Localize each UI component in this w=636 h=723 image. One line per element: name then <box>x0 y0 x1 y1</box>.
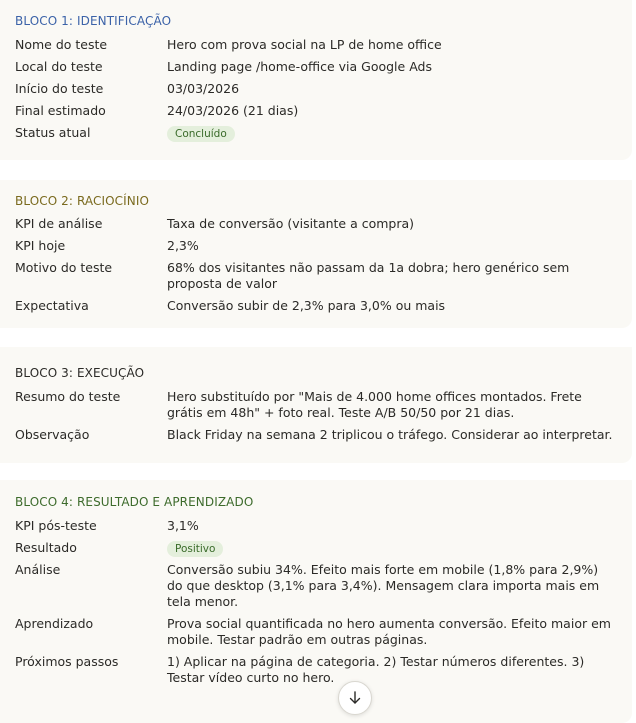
row-value <box>167 125 617 142</box>
block-execution <box>0 347 632 463</box>
row-label: Observação <box>15 427 90 442</box>
row-label: KPI de análise <box>15 216 103 231</box>
row-value: Prova social quantificada no hero aumenta conversão. Efeito maior em mobile. Testar padrão em outras páginas. <box>167 616 611 647</box>
status-badge: Concluído <box>167 126 235 142</box>
row-label: KPI hoje <box>15 238 66 253</box>
block-result <box>0 480 632 723</box>
row-value: 68% dos visitantes não passam da 1a dobra; hero genérico sem proposta de valor <box>167 260 570 291</box>
block-1-title: BLOCO 1: IDENTIFICAÇÃO <box>15 14 172 28</box>
row-value: Hero substituído por "Mais de 4.000 home offices montados. Frete grátis em 48h" + foto real. Teste A/B 50/50 por 21 dias. <box>167 389 582 420</box>
row-value: 1) Aplicar na página de categoria. 2) Testar números diferentes. 3) Testar vídeo curto no hero. <box>167 654 585 685</box>
row-label: Início do teste <box>15 81 104 96</box>
block-2-title: BLOCO 2: RACIOCÍNIO <box>15 194 150 208</box>
row-value: Conversão subir de 2,3% para 3,0% ou mais <box>167 298 446 313</box>
row-value: 3,1% <box>167 518 199 533</box>
row-label: Próximos passos <box>15 654 119 669</box>
block-4-title: BLOCO 4: RESULTADO E APRENDIZADO <box>15 495 254 509</box>
row-label: Expectativa <box>15 298 89 313</box>
row-value: 24/03/2026 (21 dias) <box>167 103 299 118</box>
row-value: 2,3% <box>167 238 199 253</box>
row-label: Resumo do teste <box>15 389 121 404</box>
scroll-down-button[interactable] <box>338 681 372 715</box>
row-value <box>167 540 617 557</box>
row-label: Final estimado <box>15 103 106 118</box>
row-value: Hero com prova social na LP de home office <box>167 37 442 52</box>
row-label: Resultado <box>15 540 77 555</box>
row-value: 03/03/2026 <box>167 81 240 96</box>
row-label: KPI pós-teste <box>15 518 97 533</box>
arrow-down-icon <box>347 690 363 706</box>
row-value: Taxa de conversão (visitante a compra) <box>167 216 415 231</box>
row-label: Motivo do teste <box>15 260 113 275</box>
row-value: Black Friday na semana 2 triplicou o tráfego. Considerar ao interpretar. <box>167 427 613 442</box>
row-label: Aprendizado <box>15 616 94 631</box>
block-reasoning <box>0 180 632 328</box>
result-badge: Positivo <box>167 541 223 557</box>
row-value: Landing page /home-office via Google Ads <box>167 59 432 74</box>
row-label: Nome do teste <box>15 37 108 52</box>
block-3-title: BLOCO 3: EXECUÇÃO <box>15 366 145 380</box>
row-label: Análise <box>15 562 61 577</box>
row-value: Conversão subiu 34%. Efeito mais forte em mobile (1,8% para 2,9%) do que desktop (3,1% para 3,4%). Mensagem clara importa mais em tela menor. <box>167 562 600 609</box>
row-label: Status atual <box>15 125 91 140</box>
row-label: Local do teste <box>15 59 103 74</box>
block-identification <box>0 0 632 160</box>
